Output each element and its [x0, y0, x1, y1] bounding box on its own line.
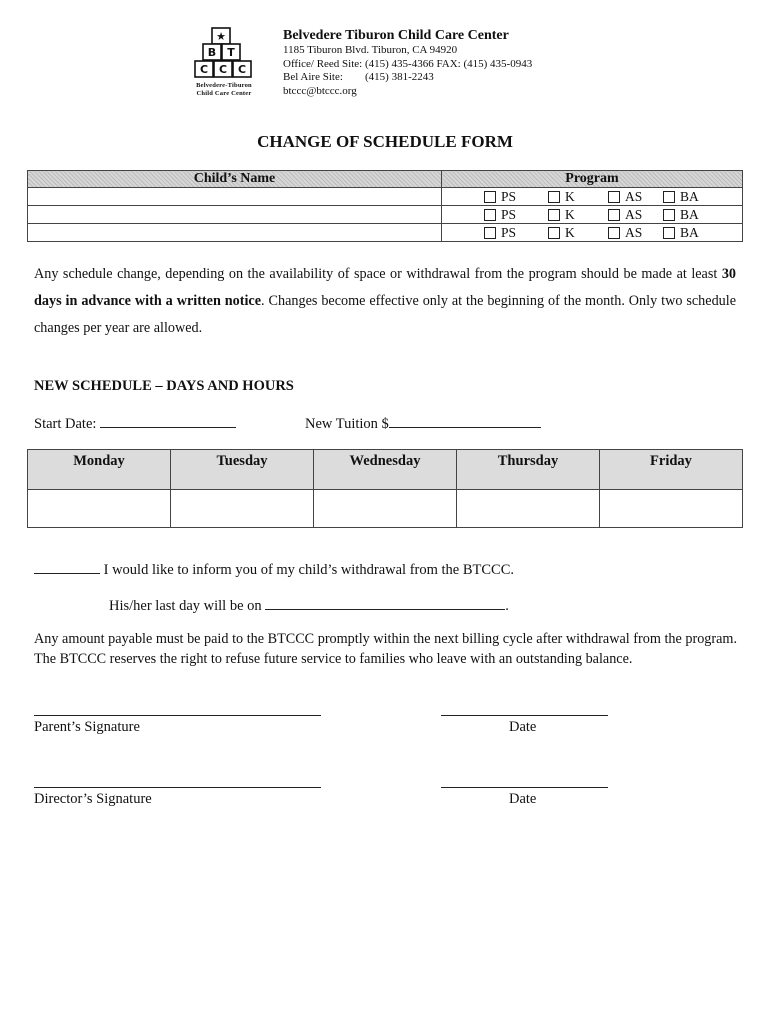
checkbox[interactable] — [608, 191, 620, 203]
start-date-field[interactable] — [100, 413, 236, 428]
option-label: AS — [625, 224, 643, 240]
option-ba[interactable] — [663, 207, 699, 223]
option-as[interactable] — [608, 189, 663, 205]
option-k[interactable] — [548, 207, 608, 223]
logo-letter: C — [218, 63, 228, 76]
thursday-hours-input[interactable] — [457, 490, 600, 528]
option-label: PS — [501, 224, 517, 240]
parent-signature-label: Parent’s Signature — [34, 719, 140, 735]
logo-name-line1: Belvedere-Tiburon — [196, 82, 252, 89]
child-name-input[interactable] — [28, 206, 442, 224]
director-signature-field[interactable] — [34, 787, 321, 788]
logo-letter: ★ — [216, 30, 226, 43]
withdrawal-text: I would like to inform you of my child’s withdrawal from the BTCCC. — [103, 562, 515, 578]
option-as[interactable] — [608, 225, 663, 241]
last-day-field[interactable] — [265, 595, 505, 610]
logo-letter: B — [207, 46, 217, 59]
program-options — [442, 224, 743, 242]
checkbox[interactable] — [548, 191, 560, 203]
tuition-label: New Tuition $ — [305, 416, 389, 432]
option-label: BA — [680, 224, 699, 240]
table-row — [28, 490, 743, 528]
logo-letter: C — [237, 63, 247, 76]
parent-date-label: Date — [509, 719, 537, 735]
child-name-header: Child’s Name — [28, 171, 442, 188]
payment-notice: Any amount payable must be paid to the BTCCC promptly within the next billing cycle after withdrawal from the program. The BTCCC reserves the right to refuse future service to families who leave with an outstanding balance. — [34, 631, 737, 667]
bel-aire-phone: (415) 381-2243 — [365, 71, 434, 83]
checkbox[interactable] — [548, 227, 560, 239]
option-ba[interactable] — [663, 225, 699, 241]
org-name: Belvedere Tiburon Child Care Center — [283, 28, 509, 43]
checkbox[interactable] — [548, 209, 560, 221]
option-label: PS — [501, 206, 517, 222]
option-ps[interactable] — [484, 189, 548, 205]
bel-aire-label: Bel Aire Site: — [283, 71, 343, 83]
tuition-row — [305, 413, 541, 433]
table-row — [28, 188, 743, 206]
checkbox[interactable] — [608, 227, 620, 239]
tuition-field[interactable] — [389, 413, 541, 428]
schedule-days-table — [27, 449, 743, 528]
withdrawal-initial-field[interactable] — [34, 559, 100, 574]
option-as[interactable] — [608, 207, 663, 223]
policy-text: . Changes become effective only at the beginning of the month. Only two schedule changes per year are allowed. — [34, 293, 736, 336]
option-label: AS — [625, 206, 643, 222]
program-options — [442, 206, 743, 224]
last-day-label: His/her last day will be on — [109, 598, 262, 614]
policy-bold-notice: 30 days in advance with a written notice — [34, 266, 736, 309]
office-phone: Office/ Reed Site: (415) 435-4366 FAX: (415) 435-0943 — [283, 57, 533, 70]
day-thursday-header: Thursday — [457, 450, 600, 490]
option-label: K — [565, 224, 575, 240]
director-date-field[interactable] — [441, 787, 608, 788]
option-ba[interactable] — [663, 189, 699, 205]
day-wednesday-header: Wednesday — [314, 450, 457, 490]
logo-letter: C — [199, 63, 209, 76]
blocks-logo-icon — [190, 26, 258, 82]
last-day-period: . — [505, 598, 509, 614]
option-ps[interactable] — [484, 207, 548, 223]
option-label: BA — [680, 206, 699, 222]
wednesday-hours-input[interactable] — [314, 490, 457, 528]
checkbox[interactable] — [663, 191, 675, 203]
schedule-policy — [34, 261, 736, 342]
option-ps[interactable] — [484, 225, 548, 241]
option-k[interactable] — [548, 225, 608, 241]
email: btccc@btccc.org — [283, 84, 357, 97]
last-day-row — [109, 595, 509, 615]
child-name-input[interactable] — [28, 224, 442, 242]
logo-name — [186, 82, 262, 98]
address: 1185 Tiburon Blvd. Tiburon, CA 94920 — [283, 44, 458, 56]
checkbox[interactable] — [663, 209, 675, 221]
child-program-table — [27, 170, 743, 242]
withdrawal-row — [34, 559, 514, 579]
option-label: K — [565, 188, 575, 204]
letterhead — [283, 27, 532, 98]
director-date-label: Date — [509, 791, 537, 807]
table-row — [28, 206, 743, 224]
new-schedule-title: NEW SCHEDULE – DAYS AND HOURS — [34, 378, 294, 394]
tuesday-hours-input[interactable] — [171, 490, 314, 528]
bel-aire-phone-line — [283, 71, 532, 85]
days-header-row — [28, 450, 743, 490]
checkbox[interactable] — [663, 227, 675, 239]
program-header: Program — [442, 171, 743, 188]
director-signature-label: Director’s Signature — [34, 791, 152, 807]
program-options — [442, 188, 743, 206]
checkbox[interactable] — [484, 209, 496, 221]
day-monday-header: Monday — [28, 450, 171, 490]
checkbox[interactable] — [484, 227, 496, 239]
logo-letter: T — [227, 46, 235, 59]
form-title: CHANGE OF SCHEDULE FORM — [257, 132, 513, 151]
option-label: BA — [680, 188, 699, 204]
checkbox[interactable] — [608, 209, 620, 221]
checkbox[interactable] — [484, 191, 496, 203]
child-name-input[interactable] — [28, 188, 442, 206]
table-row — [28, 224, 743, 242]
start-date-row — [34, 413, 236, 433]
day-tuesday-header: Tuesday — [171, 450, 314, 490]
option-label: PS — [501, 188, 517, 204]
child-table-header-row — [28, 171, 743, 188]
logo-name-line2: Child Care Center — [196, 90, 252, 97]
option-k[interactable] — [548, 189, 608, 205]
parent-signature-field[interactable] — [34, 715, 321, 716]
friday-hours-input[interactable] — [600, 490, 743, 528]
option-label: AS — [625, 188, 643, 204]
day-friday-header: Friday — [600, 450, 743, 490]
start-date-label: Start Date: — [34, 416, 97, 432]
parent-date-field[interactable] — [441, 715, 608, 716]
option-label: K — [565, 206, 575, 222]
policy-text: Any schedule change, depending on the availability of space or withdrawal from the program should be made at least — [34, 266, 722, 282]
monday-hours-input[interactable] — [28, 490, 171, 528]
